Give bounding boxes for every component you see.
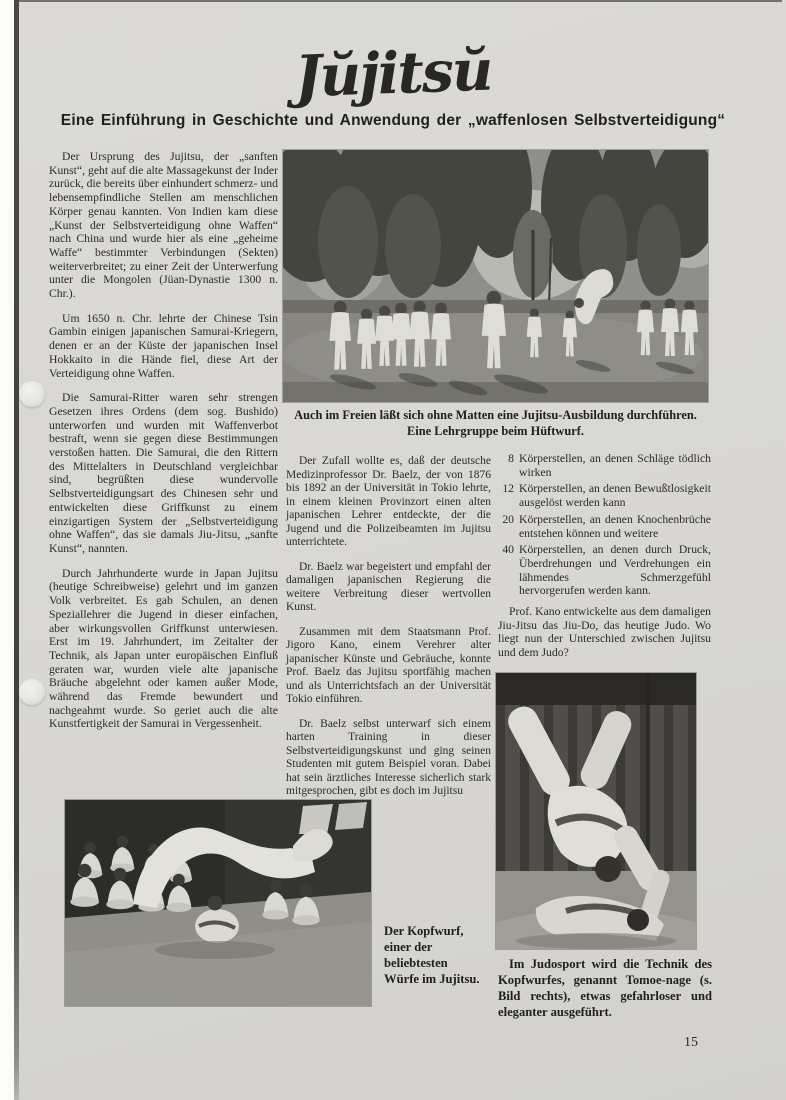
- body-paragraph: Die Samurai-Ritter waren sehr strengen Gesetzen ihres Ordens (dem sog. Bushido) unterworfen und wurden mit Waffenverbot bestraft, wenn sie gegen diese Bestimmungen verstoßen hatten. Die Samurai, die den Rittern des Mittelalters in Deutschland vergleichbar sind, begrüßten diese wundervolle Selbstverteidigungsart des Chinesen sehr und entwickelten diese Griffkunst zu einem einzigartigen System der „Selbstverteidigung ohne Waffen“, das sie damals Jiu-Jitsu, „sanfte Kunst“, nannten.: [49, 391, 278, 555]
- punch-hole: [19, 381, 45, 407]
- body-paragraph: Durch Jahrhunderte wurde in Japan Jujitsu (heutige Schreibweise) gelehrt und im ganzen Volk verbreitet. Es gab Schulen, an denen Speziallehrer die Jugend in dieser einfachen, aber wirkungsvollen Griffkunst unterwiesen. Erst im 19. Jahrhundert, im Zeitalter der Technik, als Japan unter europäischen Einfluß geraten war, wurden viele alte japanische Bräuche abgelehnt oder kamen außer Mode, während das Fremde bewundert und nachgeahmt wurde. So geriet auch die alte Kunstfertigkeit der Samurai in Vergessenheit.: [49, 566, 278, 731]
- tomoe-nage-illustration: [496, 673, 696, 949]
- list-number: 8: [508, 452, 514, 465]
- article-column-right: [498, 452, 711, 671]
- photo-caption-field: [283, 408, 708, 439]
- list-text: Körperstellen, an denen Knochenbrüche entstehen können und weitere: [519, 512, 711, 540]
- caption-line: Auch im Freien läßt sich ohne Matten eine Jujitsu-Ausbildung durchführen.: [294, 408, 697, 422]
- body-paragraph: Dr. Baelz selbst unterwarf sich einem harten Training in dieser Selbstverteidigungskunst und ging seinen Studenten mit gutem Beispiel voran. Dabei hat sein ärztliches Interesse sicherlich stark mitgesprochen, gibt es doch im Jujitsu: [286, 717, 491, 797]
- page-top-edge: [19, 0, 782, 2]
- body-paragraph: Der Ursprung des Jujitsu, der „sanften Kunst“, geht auf die alte Massagekunst der Inder zurück, die bereits über einhundert schmerz- und lebensempfindliche Stellen am menschlichen Körper genau kannten. Von Indien kam diese „Kunst der Selbstverteidigung ohne Waffen“ nach China und wurde hier als eine „geheime Waffe“ bestimmter Verbindungen (Sekten) weiterverbreitet; zu einer Zeit der Unterwerfung unter die Mongolen (Jüan-Dynastie 1300 n. Chr.).: [49, 150, 278, 301]
- body-paragraph: Um 1650 n. Chr. lehrte der Chinese Tsin Gambin einigen japanischen Samurai-Kriegern, denen er an der Küste der japanischen Insel Hokkaito in die Hände fiel, diese Art der Verteidigung ohne Waffen.: [49, 311, 278, 380]
- body-paragraph: Der Zufall wollte es, daß der deutsche Medizinprofessor Dr. Baelz, der von 1876 bis 1892 an der Universität in Tokio lehrte, in einem kleinen Provinzort einen alten japanischen Lehrer entdeckte, der die Jugend und die Polizeibeamten im Jujitsu unterrichtete.: [286, 455, 491, 548]
- outdoor-training-illustration: [283, 150, 708, 402]
- photo-kopfwurf-demo: [65, 800, 371, 1006]
- photo-caption-kopfwurf: Der Kopfwurf, einer der beliebtesten Würfe im Jujitsu.: [384, 924, 480, 986]
- punch-hole: [19, 679, 45, 705]
- body-list-item: [498, 543, 711, 598]
- scan-white-margin: [0, 0, 14, 1100]
- body-paragraph: Zusammen mit dem Staatsmann Prof. Jigoro Kano, einem Verehrer alter japanischer Künste und Gebräuche, konnte Prof. Baelz das Jujitsu sportfähig machen und als Unterrichtsfach an der Universität Tokio einführen.: [286, 625, 491, 705]
- page-title: Jŭjitsŭ: [293, 36, 493, 111]
- list-number: 12: [502, 482, 514, 496]
- photo-caption-tomoe: Im Judosport wird die Technik des Kopfwurfes, genannt Tomoe-nage (s. Bild rechts), etwas gefahrloser und eleganter ausgeführt.: [498, 957, 712, 1019]
- body-list-item: [498, 452, 711, 479]
- list-number: 20: [502, 512, 514, 526]
- page-number: 15: [684, 1035, 698, 1050]
- list-text: Körperstellen, an denen durch Druck, Überdrehungen und Verdrehungen ein lähmendes Schmerzgefühl hervorgerufen werden kann.: [519, 543, 711, 598]
- caption-line: Eine Lehrgruppe beim Hüftwurf.: [407, 423, 584, 438]
- page-subtitle: Eine Einführung in Geschichte und Anwendung der „waffenlosen Selbstverteidigung“: [60, 112, 726, 129]
- list-text: Körperstellen, an denen Bewußtlosigkeit ausgelöst werden kann: [519, 482, 711, 510]
- list-text: Körperstellen, an denen Schläge tödlich wirken: [519, 452, 711, 479]
- photo-tomoe-nage: [496, 673, 696, 949]
- body-paragraph: Dr. Baelz war begeistert und empfahl der damaligen japanischen Regierung die weitere Verbreitung dieser wertvollen Kunst.: [286, 560, 491, 613]
- body-paragraph: Prof. Kano entwickelte aus dem damaligen Jiu-Jitsu das Jiu-Do, das heutige Judo. Wo liegt nun der Unterschied zwischen Jujitsu und dem Judo?: [498, 605, 711, 660]
- page-spine-shadow: [14, 0, 19, 1100]
- photo-outdoor-training: [283, 150, 708, 402]
- body-list-item: [498, 482, 711, 509]
- article-column-left: [49, 150, 278, 742]
- list-number: 40: [502, 543, 514, 557]
- article-column-middle: [286, 455, 491, 810]
- kopfwurf-illustration: [65, 800, 371, 1006]
- body-list-item: [498, 513, 711, 540]
